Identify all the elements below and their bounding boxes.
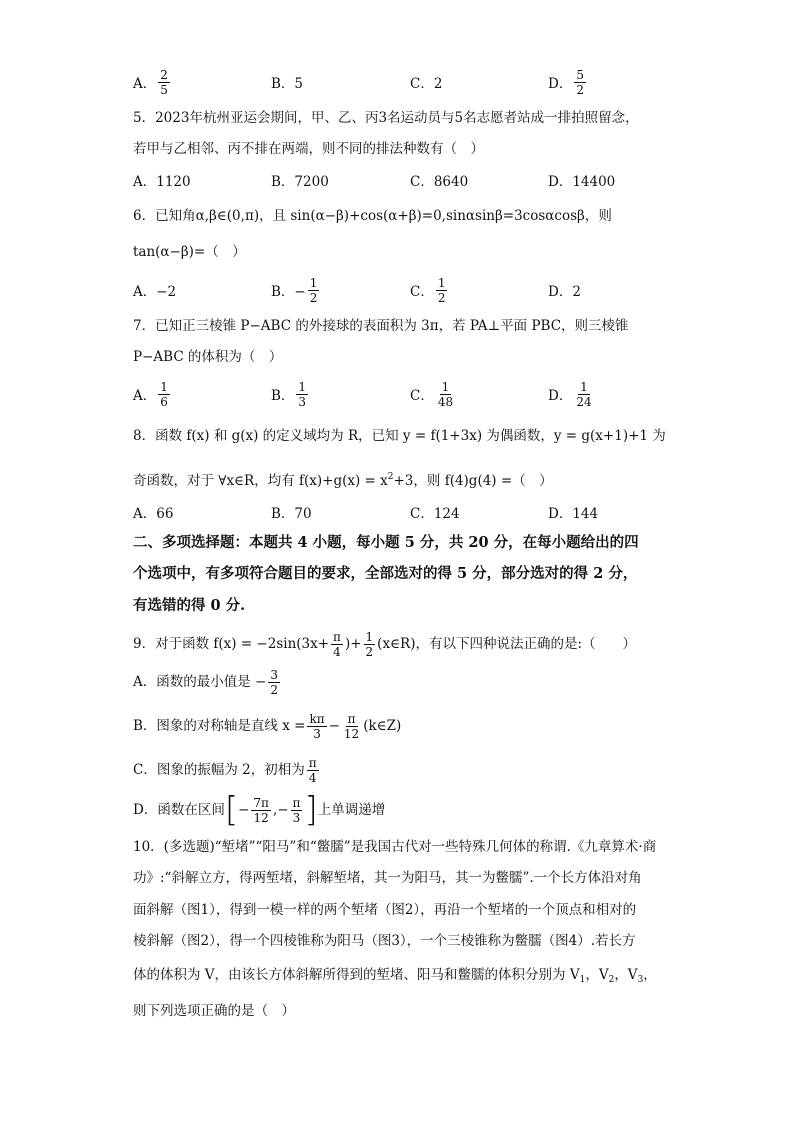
- denominator: 3: [313, 726, 321, 741]
- q5-options: [133, 160, 693, 200]
- section2-heading-line2: 个选项中，有多项符合题目的要求，全部选对的得 5 分，部分选对的得 2 分，: [133, 565, 638, 582]
- q8-stem-line2: [133, 468, 553, 490]
- q9-stem-part2: )+: [344, 636, 362, 652]
- q6-option-d[interactable]: [548, 270, 581, 310]
- section2-heading-line3: 有选错的得 0 分.: [133, 597, 246, 614]
- q6-stem-line2: tan(α−β)=（ ）: [133, 244, 246, 260]
- q5-option-c[interactable]: [410, 160, 468, 200]
- q10-line5-text: 体的体积为 V，由该长方体斜解所得到的堑堵、阳马和鳖臑的体积分别为 V: [133, 967, 580, 983]
- option-label: C．124: [410, 506, 460, 522]
- denominator: 12: [253, 810, 269, 825]
- option-label: C．: [410, 388, 434, 404]
- option-label: B．7200: [271, 174, 329, 190]
- q7-option-d[interactable]: [548, 374, 596, 414]
- option-label: A．66: [133, 506, 174, 522]
- q5-option-d[interactable]: [548, 160, 615, 200]
- q4-option-c[interactable]: [410, 62, 442, 102]
- option-label: A．1120: [133, 174, 191, 190]
- q8-line2-part2: +3，则 f(4)g(4) =（ ）: [393, 473, 553, 489]
- option-label: A．函数的最小值是 −: [133, 674, 267, 690]
- fraction: [296, 380, 308, 409]
- q7-option-b[interactable]: [271, 374, 310, 414]
- q9-option-b[interactable]: [133, 708, 401, 744]
- exponent: 2: [387, 472, 394, 482]
- denominator: 2: [365, 644, 374, 659]
- numerator: 2: [160, 67, 168, 82]
- q8-option-c[interactable]: [410, 492, 460, 532]
- subscript: 3: [637, 975, 644, 985]
- denominator: 48: [437, 394, 454, 409]
- q9-option-a[interactable]: [133, 664, 282, 700]
- fraction: [436, 276, 448, 305]
- option-label: B．70: [271, 506, 312, 522]
- numerator: π: [347, 711, 356, 726]
- denominator: 12: [343, 726, 360, 741]
- numerator: 3: [270, 667, 278, 682]
- option-label: B．−: [271, 284, 306, 300]
- q8-option-a[interactable]: [133, 492, 173, 532]
- option-label: B．图象的对称轴是直线 x =: [133, 718, 306, 734]
- denominator: 2: [437, 290, 446, 305]
- fraction: [158, 380, 170, 409]
- fraction: [331, 630, 343, 659]
- numerator: π: [308, 755, 317, 770]
- option-label: D．: [548, 76, 573, 92]
- fraction: [158, 68, 170, 97]
- fraction: [308, 276, 320, 305]
- q6-option-b[interactable]: [271, 270, 321, 310]
- q8-line2-part1: 奇函数，对于 ∀x∈R，均有 f(x)+g(x) = x: [133, 473, 388, 489]
- numerator: 1: [365, 629, 374, 644]
- fraction: [364, 630, 376, 659]
- denominator: 5: [160, 82, 168, 97]
- q7-option-c[interactable]: [410, 374, 457, 414]
- option-label: D．144: [548, 506, 599, 522]
- subscript: 2: [608, 975, 615, 985]
- q10-line5-end: ，: [643, 967, 657, 983]
- fraction: [436, 380, 455, 409]
- q5-stem-line2: 若甲与乙相邻、丙不排在两端，则不同的排法种数有（ ）: [133, 141, 484, 157]
- q10-line5-sep: ，V: [585, 967, 609, 983]
- option-label: C．图象的振幅为 2，初相为: [133, 762, 305, 778]
- q10-stem-line6: 则下列选项正确的是（ ）: [133, 1003, 295, 1019]
- denominator: 2: [576, 82, 584, 97]
- option-label: D．2: [548, 284, 581, 300]
- denominator: 24: [576, 394, 592, 409]
- q4-options: [133, 62, 693, 102]
- option-label: B．5: [271, 76, 304, 92]
- q4-option-a[interactable]: [133, 62, 172, 102]
- option-label: C．: [410, 284, 434, 300]
- numerator: 5: [576, 67, 584, 82]
- option-label: C．8640: [410, 174, 469, 190]
- section2-heading-line1: 二、多项选择题：本题共 4 小题，每小题 5 分，共 20 分，在每小题给出的四: [133, 534, 639, 551]
- q10-line5-sep: ，V: [614, 967, 638, 983]
- numerator: 1: [441, 379, 450, 394]
- numerator: π: [333, 629, 341, 644]
- q10-stem-line2: 功》:“斜解立方，得两堑堵，斜解堑堵，其一为阳马，其一为鳖臑”.一个长方体沿对角: [133, 870, 642, 886]
- numerator: 1: [298, 379, 307, 394]
- subscript: 1: [579, 975, 586, 985]
- option-label: C．2: [410, 76, 443, 92]
- q9-option-d[interactable]: [133, 790, 385, 830]
- denominator: 2: [309, 290, 318, 305]
- fraction: [291, 796, 303, 825]
- denominator: 4: [308, 770, 317, 785]
- q9-stem-part1: 9．对于函数 f(x) = −2sin(3x+: [133, 636, 330, 652]
- minus-sign: −: [238, 802, 250, 818]
- q5-option-b[interactable]: [271, 160, 329, 200]
- numerator: 1: [580, 379, 588, 394]
- denominator: 6: [160, 394, 168, 409]
- option-label: A．: [133, 76, 157, 92]
- q7-options: [133, 374, 693, 414]
- fraction: [251, 796, 271, 825]
- numerator: 1: [309, 275, 318, 290]
- q6-options: [133, 270, 693, 310]
- q6-stem-line1: 6．已知角α,β∈(0,π)，且 sin(α−β)+cos(α+β)=0,sinαsinβ=3cosαcosβ，则: [133, 208, 612, 224]
- fraction: [342, 712, 361, 741]
- fraction: [574, 68, 586, 97]
- minus-sign: −: [328, 718, 340, 734]
- option-label: A．−2: [133, 284, 177, 300]
- numerator: 1: [437, 275, 446, 290]
- fraction: [307, 712, 326, 741]
- denominator: 3: [298, 394, 307, 409]
- q10-stem-line4: 棱斜解（图2），得一个四棱锥称为阳马（图3），一个三棱锥称为鳖臑（图4）.若长方: [133, 933, 636, 949]
- q8-option-b[interactable]: [271, 492, 312, 532]
- q8-option-d[interactable]: [548, 492, 598, 532]
- numerator: 1: [160, 379, 168, 394]
- q9-stem: [133, 628, 636, 660]
- numerator: π: [292, 795, 301, 810]
- numerator: 7π: [253, 795, 269, 810]
- q4-option-b[interactable]: [271, 62, 303, 102]
- q6-option-c[interactable]: [410, 270, 449, 310]
- left-bracket: [: [224, 790, 239, 830]
- option-label: D．: [548, 388, 573, 404]
- right-bracket: ]: [304, 790, 318, 830]
- q7-stem-line2: P−ABC 的体积为（ ）: [133, 349, 283, 365]
- denominator: 2: [270, 682, 278, 697]
- q7-option-a[interactable]: [133, 374, 172, 414]
- fraction: [307, 756, 319, 785]
- q10-stem-line1: 10．(多选题)“堑堵”“阳马”和“鳖臑”是我国古代对一些特殊几何体的称谓.《九章算术·商: [133, 839, 657, 855]
- option-label: B．: [271, 388, 295, 404]
- denominator: 3: [292, 810, 301, 825]
- q5-option-a[interactable]: [133, 160, 191, 200]
- numerator: kπ: [309, 711, 325, 726]
- separator: ,−: [272, 802, 289, 818]
- option-label: D．14400: [548, 174, 616, 190]
- option-tail: (k∈Z): [363, 718, 402, 734]
- q4-option-d[interactable]: [548, 62, 588, 102]
- option-tail: 上单调递增: [317, 802, 386, 818]
- q8-stem-line1: 8．函数 f(x) 和 g(x) 的定义域均为 R，已知 y = f(1+3x) 为偶函数，y = g(x+1)+1 为: [133, 428, 666, 444]
- option-label: D．函数在区间: [133, 802, 225, 818]
- option-label: A．: [133, 388, 157, 404]
- q10-stem-line3: 面斜解（图1），得到一模一样的两个堑堵（图2），再沿一个堑堵的一个顶点和相对的: [133, 902, 637, 918]
- q7-stem-line1: 7．已知正三棱锥 P−ABC 的外接球的表面积为 3π，若 PA⊥平面 PBC，则三棱锥: [133, 318, 629, 334]
- q8-options: [133, 492, 693, 532]
- q5-stem-line1: 5．2023年杭州亚运会期间，甲、乙、丙3名运动员与5名志愿者站成一排拍照留念，: [133, 110, 639, 126]
- fraction: [268, 668, 280, 697]
- denominator: 4: [333, 644, 341, 659]
- fraction: [574, 380, 593, 409]
- q9-option-c[interactable]: [133, 752, 321, 788]
- q10-stem-line5: [133, 966, 657, 989]
- q9-stem-part3: (x∈R)，有以下四种说法正确的是:（ ）: [377, 636, 637, 652]
- q6-option-a[interactable]: [133, 270, 176, 310]
